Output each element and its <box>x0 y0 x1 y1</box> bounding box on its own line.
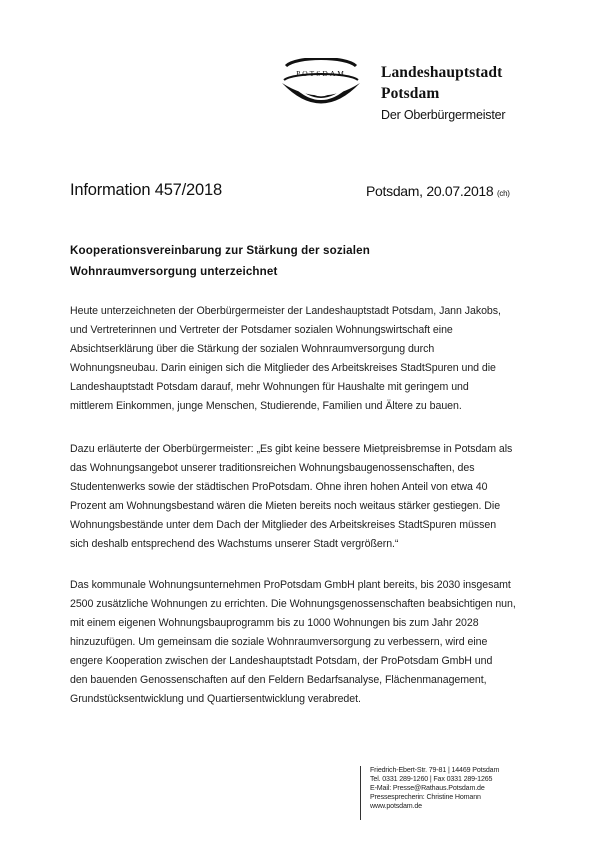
mayor-title: Der Oberbürgermeister <box>381 108 506 122</box>
paragraph-line: mit einem eigenen Wohnungsbauprogramm bis zu 1000 Wohnungen bis zum Jahr 2028 <box>70 617 479 629</box>
contact-divider <box>360 766 361 820</box>
paragraph-line: Heute unterzeichneten der Oberbürgermeister der Landeshauptstadt Potsdam, Jann Jakobs, <box>70 305 501 317</box>
paragraph-line: den bauenden Genossenschaften auf den Feldern Bedarfsanalyse, Flächenmanagement, <box>70 674 487 686</box>
city-name-line2: Potsdam <box>381 85 440 102</box>
paragraph-line: Das kommunale Wohnungsunternehmen ProPotsdam GmbH plant bereits, bis 2030 insgesamt <box>70 579 511 591</box>
headline-line: Kooperationsvereinbarung zur Stärkung der sozialen <box>70 244 370 257</box>
contact-website: www.potsdam.de <box>370 802 422 811</box>
contact-spokesperson: Pressesprecherin: Christine Homann <box>370 793 481 802</box>
paragraph-line: Studentenwerks sowie der städtischen ProPotsdam. Ohne ihren hohen Anteil von etwa 40 <box>70 481 488 493</box>
paragraph-line: und Vertreterinnen und Vertreter der Potsdamer sozialen Wohnungswirtschaft eine <box>70 324 453 336</box>
contact-address: Friedrich-Ebert-Str. 79-81 | 14469 Potsdam <box>370 766 500 774</box>
body-paragraph-2 <box>70 440 540 554</box>
paragraph-line: mittlerem Einkommen, junge Menschen, Studierende, Familien und Ältere zu bauen. <box>70 400 462 412</box>
logo-wordmark: POTSDAM <box>296 69 346 78</box>
paragraph-line: hinzuzufügen. Um gemeinsam die soziale Wohnraumversorgung zu verbessern, wird eine <box>70 636 488 648</box>
info-number: Information 457/2018 <box>70 181 222 199</box>
paragraph-line: Prozent am Wohnungsbestand wären die Mieten bereits noch weitaus stärker gestiegen. Die <box>70 500 501 512</box>
paragraph-line: sich deshalb entsprechend des Wachstums unserer Stadt vergrößern.“ <box>70 538 399 550</box>
paragraph-line: Grundstücksentwicklung und Quartiersentwicklung verabredet. <box>70 693 361 705</box>
headline-line: Wohnraumversorgung unterzeichnet <box>70 265 278 278</box>
paragraph-line: Dazu erläuterte der Oberbürgermeister: „Es gibt keine bessere Mietpreisbremse in Potsdam als <box>70 443 513 455</box>
paragraph-line: das Wohnungsangebot unserer traditionsreichen Wohnungsbaugenossenschaften, des <box>70 462 475 474</box>
contact-block <box>370 766 499 811</box>
paragraph-line: engere Kooperation zwischen der Landeshauptstadt Potsdam, der ProPotsdam GmbH und <box>70 655 493 667</box>
paragraph-line: 2500 zusätzliche Wohnungen zu errichten. Die Wohnungsgenossenschaften beabsichtigen nun, <box>70 598 516 610</box>
author-code: (ch) <box>497 189 510 198</box>
city-seal-icon <box>278 58 364 118</box>
paragraph-line: Landeshauptstadt Potsdam darauf, mehr Wohnungen für Haushalte mit geringem und <box>70 381 469 393</box>
body-paragraph-3 <box>70 576 540 709</box>
city-logo <box>278 58 364 118</box>
paragraph-line: Wohnungsneubau. Darin einigen sich die Mitglieder des Arbeitskreises StadtSpuren und die <box>70 362 496 374</box>
city-name <box>381 62 502 104</box>
body-paragraph-1 <box>70 302 540 416</box>
headline <box>70 240 530 282</box>
place-date <box>366 183 510 199</box>
place-date-text: Potsdam, 20.07.2018 <box>366 183 494 199</box>
paragraph-line: Wohnungsbestände unter dem Dach der Mitglieder des Arbeitskreises StadtSpuren müssen <box>70 519 497 531</box>
contact-email: E-Mail: Presse@Rathaus.Potsdam.de <box>370 784 485 793</box>
contact-phone: Tel. 0331 289-1260 | Fax 0331 289-1265 <box>370 775 493 784</box>
city-name-line1: Landeshauptstadt <box>381 64 503 81</box>
paragraph-line: Absichtserklärung über die Stärkung der sozialen Wohnraumversorgung durch <box>70 343 435 355</box>
